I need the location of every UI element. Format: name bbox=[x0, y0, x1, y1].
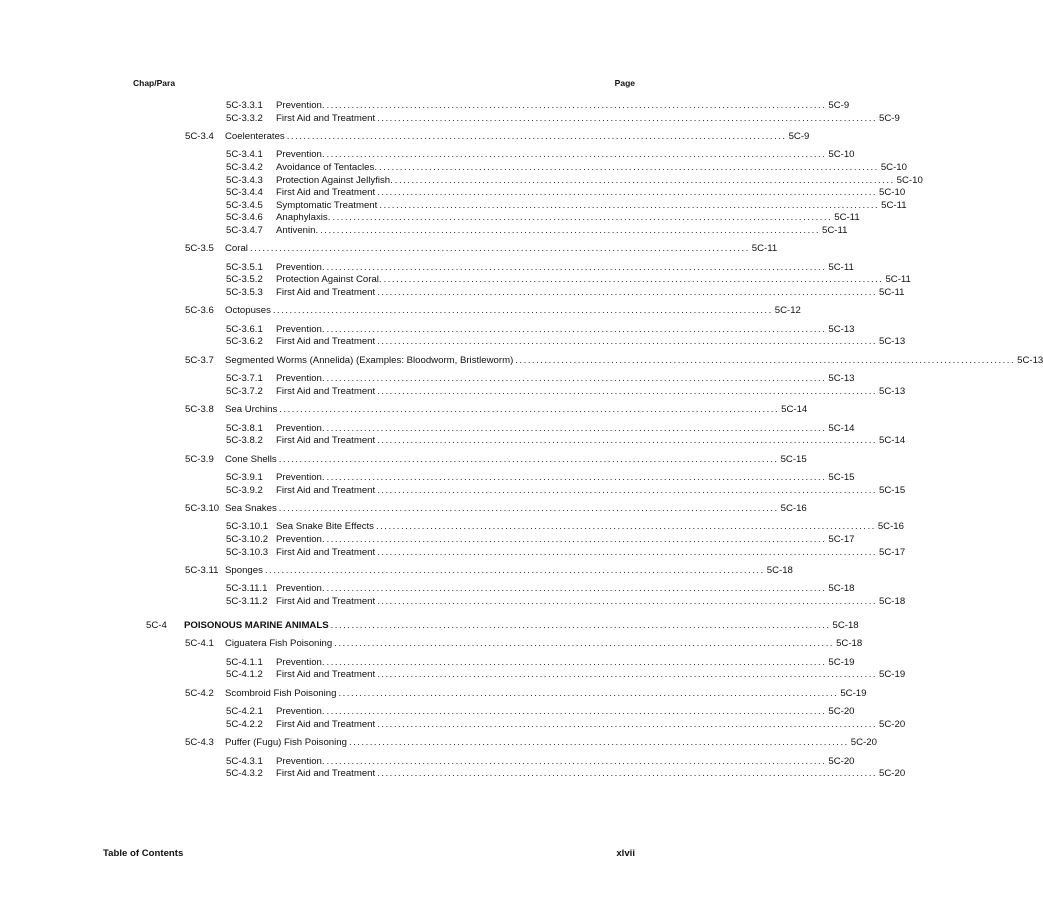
dot-leader: ........................................................................................................................ bbox=[379, 199, 880, 211]
dot-leader: ........................................................................................................................ bbox=[326, 706, 827, 718]
column-header-page: Page bbox=[614, 78, 635, 88]
entry-number: 5C-4 bbox=[146, 620, 167, 631]
toc-subsection-entry[interactable] bbox=[226, 755, 855, 768]
dot-leader: ........................................................................................................................ bbox=[377, 718, 878, 730]
entry-title: Prevention. bbox=[276, 422, 325, 434]
column-header-chap-para: Chap/Para bbox=[133, 78, 176, 88]
dot-leader: ........................................................................................................................ bbox=[394, 174, 895, 186]
toc-subsection-entry[interactable] bbox=[226, 112, 900, 125]
dot-leader: ........................................................................................................................ bbox=[377, 669, 878, 681]
toc-subsection-entry[interactable] bbox=[226, 521, 904, 533]
entry-number: 5C-4.3 bbox=[185, 737, 214, 749]
toc-section-entry[interactable] bbox=[185, 565, 793, 577]
entry-title: Prevention. bbox=[276, 373, 325, 385]
entry-page: 5C-15 bbox=[780, 453, 807, 465]
entry-title: Cone Shells bbox=[225, 453, 277, 465]
dot-leader: ........................................................................................................................ bbox=[272, 305, 773, 317]
entry-page: 5C-17 bbox=[879, 546, 906, 558]
entry-page: 5C-13 bbox=[879, 336, 906, 348]
dot-leader: ........................................................................................................................ bbox=[377, 768, 878, 780]
dot-leader: ........................................................................................................................ bbox=[515, 354, 1016, 366]
entry-page: 5C-15 bbox=[879, 484, 906, 496]
entry-number: 5C-3.11.2 bbox=[226, 596, 268, 607]
dot-leader: ........................................................................................................................ bbox=[377, 596, 878, 607]
toc-section-entry[interactable] bbox=[185, 404, 808, 416]
entry-title: Protection Against Coral. bbox=[276, 274, 382, 286]
dot-leader: ........................................................................................................................ bbox=[375, 521, 876, 533]
dot-leader: ........................................................................................................................ bbox=[326, 373, 827, 385]
toc-section-entry[interactable] bbox=[185, 131, 810, 143]
toc-subsection-entry[interactable] bbox=[226, 385, 906, 398]
toc-subsection-entry[interactable] bbox=[226, 199, 907, 212]
toc-subsection-entry[interactable] bbox=[226, 435, 906, 447]
entry-title: First Aid and Treatment bbox=[276, 718, 376, 730]
entry-title: First Aid and Treatment bbox=[276, 669, 376, 681]
entry-page: 5C-20 bbox=[850, 737, 877, 749]
entry-page: 5C-14 bbox=[828, 422, 855, 434]
dot-leader: ........................................................................................................................ bbox=[330, 620, 831, 631]
entry-number: 5C-3.8 bbox=[185, 404, 214, 416]
entry-title: Prevention. bbox=[276, 100, 325, 111]
entry-number: 5C-3.5 bbox=[185, 243, 214, 255]
entry-page: 5C-10 bbox=[896, 174, 923, 186]
entry-number: 5C-3.7.1 bbox=[226, 373, 263, 385]
toc-subsection-entry[interactable] bbox=[226, 373, 855, 385]
entry-title: Prevention. bbox=[276, 261, 325, 273]
toc-subsection-entry[interactable] bbox=[226, 287, 905, 299]
entry-number: 5C-4.1 bbox=[185, 638, 214, 650]
entry-page: 5C-11 bbox=[751, 243, 778, 255]
dot-leader: ........................................................................................................................ bbox=[326, 656, 827, 668]
entry-page: 5C-9 bbox=[879, 112, 900, 124]
toc-section-entry[interactable] bbox=[185, 687, 867, 700]
entry-title: Prevention. bbox=[276, 323, 325, 335]
dot-leader: ........................................................................................................................ bbox=[338, 687, 839, 699]
entry-page: 5C-10 bbox=[828, 149, 855, 161]
entry-page: 5C-13 bbox=[828, 323, 855, 335]
entry-page: 5C-9 bbox=[788, 131, 810, 142]
toc-section-entry[interactable] bbox=[185, 305, 801, 317]
toc-subsection-entry[interactable] bbox=[226, 546, 906, 559]
entry-title: Puffer (Fugu) Fish Poisoning bbox=[225, 737, 347, 749]
entry-number: 5C-4.2 bbox=[185, 687, 214, 699]
entry-number: 5C-3.4.7 bbox=[226, 225, 263, 236]
entry-page: 5C-15 bbox=[828, 472, 855, 483]
entry-number: 5C-3.3.2 bbox=[226, 112, 263, 124]
entry-title: Coelenterates bbox=[225, 131, 285, 142]
entry-title: Scombroid Fish Poisoning bbox=[225, 687, 337, 699]
entry-title: Avoidance of Tentacles. bbox=[276, 162, 377, 173]
toc-section-entry[interactable] bbox=[185, 737, 877, 749]
entry-title: Prevention. bbox=[276, 472, 325, 483]
dot-leader: ........................................................................................................................ bbox=[326, 583, 827, 595]
entry-page: 5C-19 bbox=[828, 656, 855, 668]
entry-page: 5C-13 bbox=[828, 373, 855, 385]
dot-leader: ........................................................................................................................ bbox=[326, 261, 827, 273]
entry-page: 5C-18 bbox=[832, 620, 859, 631]
entry-title: Symptomatic Treatment bbox=[276, 199, 378, 211]
entry-title: Anaphylaxis. bbox=[276, 212, 331, 224]
toc-chapter-entry[interactable] bbox=[146, 620, 859, 632]
dot-leader: ........................................................................................................................ bbox=[377, 435, 878, 447]
dot-leader: ........................................................................................................................ bbox=[377, 336, 878, 348]
toc-subsection-entry[interactable] bbox=[226, 484, 906, 497]
entry-title: Segmented Worms (Annelida) (Examples: Bloodworm, Bristleworm) bbox=[225, 354, 514, 366]
entry-page: 5C-19 bbox=[879, 669, 906, 681]
entry-number: 5C-3.10.1 bbox=[226, 521, 269, 533]
dot-leader: ........................................................................................................................ bbox=[279, 404, 780, 416]
toc-subsection-entry[interactable] bbox=[226, 336, 906, 348]
entry-number: 5C-3.5.3 bbox=[226, 287, 263, 298]
toc-subsection-entry[interactable] bbox=[226, 768, 906, 780]
entry-number: 5C-3.9.2 bbox=[226, 484, 263, 496]
entry-number: 5C-3.7.2 bbox=[226, 385, 263, 397]
entry-number: 5C-3.4.2 bbox=[226, 162, 263, 173]
footer-title: Table of Contents bbox=[103, 848, 184, 859]
entry-title: Prevention. bbox=[276, 534, 325, 545]
toc-subsection-entry[interactable] bbox=[226, 583, 855, 595]
toc-subsection-entry[interactable] bbox=[226, 422, 855, 435]
entry-number: 5C-3.7 bbox=[185, 354, 214, 366]
dot-leader: ........................................................................................................................ bbox=[377, 546, 878, 558]
entry-page: 5C-16 bbox=[780, 503, 807, 514]
entry-page: 5C-11 bbox=[881, 199, 907, 211]
dot-leader: ........................................................................................................................ bbox=[378, 162, 879, 173]
entry-page: 5C-12 bbox=[774, 305, 801, 317]
entry-number: 5C-3.8.2 bbox=[226, 435, 263, 447]
entry-number: 5C-3.3.1 bbox=[226, 100, 263, 111]
dot-leader: ........................................................................................................................ bbox=[332, 212, 833, 224]
entry-number: 5C-3.11 bbox=[185, 565, 219, 576]
entry-number: 5C-3.9 bbox=[185, 453, 214, 465]
entry-number: 5C-4.2.2 bbox=[226, 718, 263, 730]
entry-number: 5C-4.3.1 bbox=[226, 755, 263, 767]
entry-title: First Aid and Treatment bbox=[276, 546, 376, 558]
toc-subsection-entry[interactable] bbox=[226, 472, 855, 484]
dot-leader: ........................................................................................................................ bbox=[326, 100, 827, 111]
entry-title: Prevention. bbox=[276, 656, 325, 668]
dot-leader: ........................................................................................................................ bbox=[278, 503, 779, 514]
entry-number: 5C-4.1.1 bbox=[226, 656, 263, 668]
entry-title: First Aid and Treatment bbox=[276, 435, 376, 447]
entry-page: 5C-20 bbox=[828, 706, 855, 718]
entry-number: 5C-3.5.1 bbox=[226, 261, 263, 273]
page-number: xlvii bbox=[616, 848, 635, 859]
dot-leader: ........................................................................................................................ bbox=[334, 638, 835, 650]
toc-subsection-entry[interactable] bbox=[226, 718, 906, 731]
dot-leader: ........................................................................................................................ bbox=[278, 453, 779, 465]
entry-title: Octopuses bbox=[225, 305, 271, 317]
entry-title: Protection Against Jellyfish. bbox=[276, 174, 393, 186]
entry-number: 5C-4.3.2 bbox=[226, 768, 263, 780]
entry-page: 5C-11 bbox=[885, 274, 911, 286]
dot-leader: ........................................................................................................................ bbox=[377, 484, 878, 496]
toc-subsection-entry[interactable] bbox=[226, 187, 906, 199]
entry-page: 5C-11 bbox=[834, 212, 860, 224]
toc-subsection-entry[interactable] bbox=[226, 323, 855, 336]
entry-title: Sponges bbox=[225, 565, 263, 576]
entry-title: Sea Snakes bbox=[225, 503, 277, 514]
entry-number: 5C-3.6 bbox=[185, 305, 214, 317]
entry-title: Sea Snake Bite Effects bbox=[276, 521, 374, 533]
entry-page: 5C-9 bbox=[828, 100, 850, 111]
toc-subsection-entry[interactable] bbox=[226, 534, 855, 546]
entry-page: 5C-19 bbox=[840, 687, 867, 699]
entry-title: First Aid and Treatment bbox=[276, 596, 376, 607]
toc-subsection-entry[interactable] bbox=[226, 100, 850, 112]
toc-subsection-entry[interactable] bbox=[226, 212, 860, 224]
entry-page: 5C-11 bbox=[828, 261, 854, 273]
dot-leader: ........................................................................................................................ bbox=[326, 472, 827, 483]
entry-number: 5C-3.10 bbox=[185, 503, 220, 514]
entry-number: 5C-3.10.2 bbox=[226, 534, 269, 545]
toc-subsection-entry[interactable] bbox=[226, 669, 906, 681]
toc-subsection-entry[interactable] bbox=[226, 162, 907, 174]
toc-subsection-entry[interactable] bbox=[226, 596, 906, 608]
entry-number: 5C-3.5.2 bbox=[226, 274, 263, 286]
entry-page: 5C-18 bbox=[879, 596, 906, 607]
entry-page: 5C-18 bbox=[766, 565, 793, 576]
toc-subsection-entry[interactable] bbox=[226, 706, 855, 718]
toc-section-entry[interactable] bbox=[185, 354, 1043, 367]
toc-section-entry[interactable] bbox=[185, 243, 778, 255]
dot-leader: ........................................................................................................................ bbox=[377, 112, 878, 124]
entry-page: 5C-13 bbox=[1017, 354, 1043, 366]
entry-number: 5C-3.4 bbox=[185, 131, 214, 142]
entry-page: 5C-20 bbox=[879, 768, 906, 780]
toc-subsection-entry[interactable] bbox=[226, 261, 854, 274]
dot-leader: ........................................................................................................................ bbox=[286, 131, 787, 142]
dot-leader: ........................................................................................................................ bbox=[377, 287, 878, 298]
entry-page: 5C-11 bbox=[822, 225, 848, 236]
entry-number: 5C-3.6.1 bbox=[226, 323, 263, 335]
entry-title: First Aid and Treatment bbox=[276, 187, 376, 199]
entry-title: Sea Urchins bbox=[225, 404, 278, 416]
entry-number: 5C-3.9.1 bbox=[226, 472, 263, 483]
toc-subsection-entry[interactable] bbox=[226, 274, 911, 286]
toc-section-entry[interactable] bbox=[185, 638, 863, 650]
entry-number: 5C-3.4.1 bbox=[226, 149, 263, 161]
entry-page: 5C-18 bbox=[828, 583, 855, 595]
dot-leader: ........................................................................................................................ bbox=[326, 422, 827, 434]
entry-title: Prevention. bbox=[276, 706, 325, 718]
entry-number: 5C-3.4.6 bbox=[226, 212, 263, 224]
entry-title: Ciguatera Fish Poisoning bbox=[225, 638, 333, 650]
toc-subsection-entry[interactable] bbox=[226, 225, 848, 237]
dot-leader: ........................................................................................................................ bbox=[264, 565, 765, 576]
entry-title: First Aid and Treatment bbox=[276, 336, 376, 348]
entry-title: Coral bbox=[225, 243, 248, 255]
entry-number: 5C-3.8.1 bbox=[226, 422, 263, 434]
entry-number: 5C-3.4.3 bbox=[226, 174, 263, 186]
entry-number: 5C-3.10.3 bbox=[226, 546, 269, 558]
dot-leader: ........................................................................................................................ bbox=[320, 225, 820, 236]
toc-section-entry[interactable] bbox=[185, 503, 807, 515]
entry-page: 5C-14 bbox=[879, 435, 906, 447]
entry-number: 5C-3.11.1 bbox=[226, 583, 268, 595]
entry-number: 5C-3.6.2 bbox=[226, 336, 263, 348]
entry-title: Antivenin. bbox=[276, 225, 319, 236]
dot-leader: ........................................................................................................................ bbox=[326, 755, 827, 767]
entry-page: 5C-13 bbox=[879, 385, 906, 397]
entry-number: 5C-4.1.2 bbox=[226, 669, 263, 681]
entry-title: First Aid and Treatment bbox=[276, 385, 376, 397]
toc-subsection-entry[interactable] bbox=[226, 656, 855, 669]
dot-leader: ........................................................................................................................ bbox=[377, 187, 878, 199]
toc-subsection-entry[interactable] bbox=[226, 174, 923, 187]
entry-title: First Aid and Treatment bbox=[276, 484, 376, 496]
entry-page: 5C-10 bbox=[879, 187, 906, 199]
dot-leader: ........................................................................................................................ bbox=[326, 149, 827, 161]
entry-page: 5C-16 bbox=[877, 521, 904, 533]
toc-subsection-entry[interactable] bbox=[226, 149, 855, 161]
entry-page: 5C-14 bbox=[781, 404, 808, 416]
dot-leader: ........................................................................................................................ bbox=[377, 385, 878, 397]
dot-leader: ........................................................................................................................ bbox=[326, 323, 827, 335]
dot-leader: ........................................................................................................................ bbox=[249, 243, 750, 255]
entry-page: 5C-18 bbox=[836, 638, 863, 650]
dot-leader: ........................................................................................................................ bbox=[326, 534, 827, 545]
entry-title: First Aid and Treatment bbox=[276, 287, 376, 298]
entry-page: 5C-17 bbox=[828, 534, 855, 545]
entry-title: Prevention. bbox=[276, 583, 325, 595]
entry-page: 5C-11 bbox=[879, 287, 905, 298]
entry-title: First Aid and Treatment bbox=[276, 768, 376, 780]
dot-leader: ........................................................................................................................ bbox=[348, 737, 849, 749]
entry-number: 5C-4.2.1 bbox=[226, 706, 263, 718]
entry-number: 5C-3.4.5 bbox=[226, 199, 263, 211]
entry-title: Prevention. bbox=[276, 755, 325, 767]
dot-leader: ........................................................................................................................ bbox=[383, 274, 884, 286]
entry-number: 5C-3.4.4 bbox=[226, 187, 263, 199]
toc-section-entry[interactable] bbox=[185, 453, 807, 466]
entry-title: POISONOUS MARINE ANIMALS bbox=[184, 620, 329, 631]
entry-page: 5C-10 bbox=[880, 162, 907, 173]
entry-page: 5C-20 bbox=[828, 755, 855, 767]
entry-page: 5C-20 bbox=[879, 718, 906, 730]
entry-title: Prevention. bbox=[276, 149, 325, 161]
entry-title: First Aid and Treatment bbox=[276, 112, 376, 124]
